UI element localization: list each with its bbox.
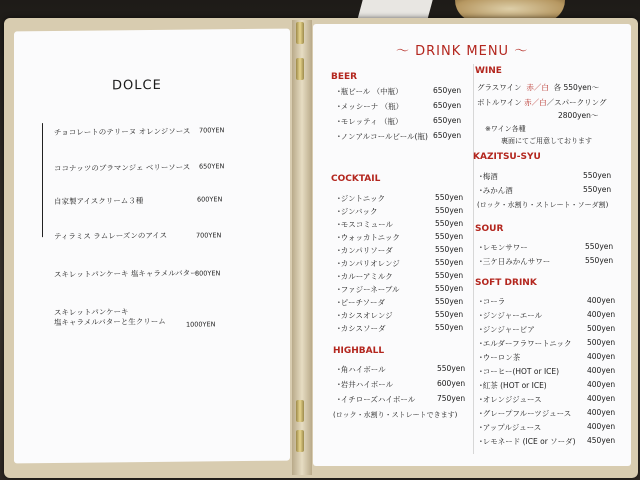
binder-ring — [296, 22, 304, 44]
wine-bottle-type: ／スパークリング — [546, 98, 607, 107]
menu-item: ･カシスオレンジ — [337, 311, 393, 320]
dolce-price: 600YEN — [197, 195, 223, 204]
menu-price: 550yen — [583, 185, 612, 194]
drink-menu-page — [313, 24, 631, 466]
dolce-item: ココナッツのブラマンジェ ベリーソース — [54, 162, 191, 174]
menu-item: ･ジントニック — [337, 194, 385, 203]
menu-price: 450yen — [587, 436, 616, 445]
menu-price: 400yen — [587, 310, 616, 319]
menu-price: 550yen — [435, 219, 464, 228]
menu-price: 400yen — [587, 380, 616, 389]
dolce-price: 700YEN — [196, 231, 222, 240]
dolce-item: 自家製アイスクリーム３種 — [54, 196, 144, 207]
dolce-divider-line — [42, 123, 43, 237]
cocktail-heading: COCKTAIL — [331, 174, 381, 184]
dolce-page — [14, 29, 290, 464]
menu-price: 650yen — [433, 116, 462, 125]
dolce-item: ティラミス ラムレーズンのアイス — [54, 230, 168, 242]
kazitsu-heading: KAZITSU-SYU — [473, 152, 541, 162]
menu-item: ･ジンジャービア — [479, 325, 535, 334]
highball-heading: HIGHBALL — [333, 346, 385, 356]
wine-glass-price: 各 550yen～ — [553, 83, 600, 92]
menu-item: ･梅酒 — [479, 172, 498, 181]
menu-price: 550yen — [437, 364, 466, 373]
menu-price: 600yen — [437, 379, 466, 388]
soft-drink-heading: SOFT DRINK — [475, 278, 537, 288]
wine-heading: WINE — [475, 66, 502, 76]
menu-price: 550yen — [435, 310, 464, 319]
menu-item: ･コーヒー(HOT or ICE) — [479, 367, 560, 376]
napkin — [357, 0, 432, 20]
dolce-item: 塩キャラメルバターと生クリーム — [54, 316, 166, 328]
menu-item: ･レモンサワー — [479, 243, 528, 252]
menu-item: ･アップルジュース — [479, 423, 542, 432]
binder-ring — [296, 430, 304, 452]
menu-price: 500yen — [587, 338, 616, 347]
beer-heading: BEER — [331, 72, 358, 82]
menu-item: ･オレンジジュース — [479, 395, 542, 404]
menu-price: 500yen — [587, 324, 616, 333]
menu-price: 550yen — [585, 256, 614, 265]
menu-price: 400yen — [587, 352, 616, 361]
menu-item: ･角ハイボール — [337, 365, 386, 374]
menu-item: ･モスコミュール — [337, 220, 393, 229]
menu-item: ･ウォッカトニック — [337, 233, 400, 242]
menu-item: ･メッシーナ （瓶） — [337, 102, 404, 111]
dolce-price: 700YEN — [199, 126, 225, 135]
wine-glass-label: グラスワイン — [477, 83, 522, 92]
menu-item: ･ピーチソーダ — [337, 298, 385, 307]
menu-price: 550yen — [585, 242, 614, 251]
menu-price: 400yen — [587, 394, 616, 403]
menu-price: 400yen — [587, 422, 616, 431]
menu-item: ･カンパリソーダ — [337, 246, 393, 255]
wine-glass-line — [477, 82, 599, 93]
menu-item: ･レモネード (ICE or ソーダ) — [479, 437, 576, 446]
binder-ring — [296, 400, 304, 422]
menu-item: ･みかん酒 — [479, 186, 513, 195]
wine-bottle-line — [477, 97, 607, 108]
binder-ring — [296, 58, 304, 80]
dolce-item: チョコレートのテリーヌ オレンジソース — [54, 126, 191, 138]
menu-price: 550yen — [435, 323, 464, 332]
menu-price: 550yen — [435, 193, 464, 202]
menu-price: 400yen — [587, 408, 616, 417]
menu-item: ･紅茶 (HOT or ICE) — [479, 381, 547, 390]
menu-item: ･三ケ日みかんサワー — [479, 257, 551, 266]
wine-bottle-label: ボトルワイン — [477, 98, 522, 107]
menu-item: ･ジンバック — [337, 207, 378, 216]
menu-item: ･カシスソーダ — [337, 324, 386, 333]
dolce-price: 800YEN — [195, 269, 221, 278]
menu-price: 650yen — [433, 131, 462, 140]
wine-bottle-price: 2800yen～ — [558, 111, 599, 120]
menu-item: ･イチローズハイボール — [337, 395, 416, 404]
menu-item: ･岩井ハイボール — [337, 380, 394, 389]
menu-price: 550yen — [435, 258, 464, 267]
menu-item: ･グレープフルーツジュース — [479, 409, 572, 418]
dolce-item: スキレットパンケーキ 塩キャラメルバター — [54, 268, 198, 280]
menu-item: ･ファジーネーブル — [337, 285, 400, 294]
menu-price: 550yen — [583, 171, 612, 180]
wine-note: 裏面にてご用意しております — [501, 137, 592, 145]
menu-item: ･ノンアルコールビール(瓶) — [337, 132, 428, 141]
kazitsu-note: (ロック・水割り・ストレート・ソーダ割) — [477, 201, 609, 209]
menu-price: 550yen — [435, 206, 464, 215]
menu-price: 550yen — [435, 245, 464, 254]
menu-item: ･瓶ビール （中瓶） — [337, 87, 403, 96]
menu-item: ･コーラ — [479, 297, 506, 306]
menu-item: ･エルダーフラワートニック — [479, 339, 572, 348]
menu-price: 650yen — [433, 101, 462, 110]
column-divider — [473, 64, 474, 454]
menu-price: 550yen — [435, 271, 464, 280]
drink-menu-title: ～ DRINK MENU ～ — [396, 44, 529, 59]
menu-price: 650yen — [433, 86, 462, 95]
wine-note: ※ワイン各種 — [485, 125, 526, 133]
menu-price: 400yen — [587, 296, 616, 305]
menu-item: ･モレッティ （瓶） — [337, 117, 403, 126]
menu-price: 550yen — [435, 284, 464, 293]
wine-glass-color: 赤／白 — [526, 83, 549, 92]
menu-item: ･カルーアミルク — [337, 272, 393, 281]
wine-bottle-color: 赤／白 — [524, 98, 547, 107]
menu-item: ･カンパリオレンジ — [337, 259, 400, 268]
menu-price: 550yen — [435, 232, 464, 241]
menu-price: 750yen — [437, 394, 466, 403]
menu-price: 400yen — [587, 366, 616, 375]
dolce-title: DOLCE — [112, 77, 162, 94]
menu-item: ･ジンジャーエール — [479, 311, 543, 320]
sour-heading: SOUR — [475, 224, 504, 234]
dolce-price: 650YEN — [199, 162, 225, 171]
highball-note: (ロック・水割り・ストレートできます) — [333, 411, 458, 419]
dolce-item: スキレットパンケーキ — [54, 307, 129, 318]
menu-price: 550yen — [435, 297, 464, 306]
dolce-price: 1000YEN — [186, 320, 216, 329]
menu-item: ･ウーロン茶 — [479, 353, 521, 362]
